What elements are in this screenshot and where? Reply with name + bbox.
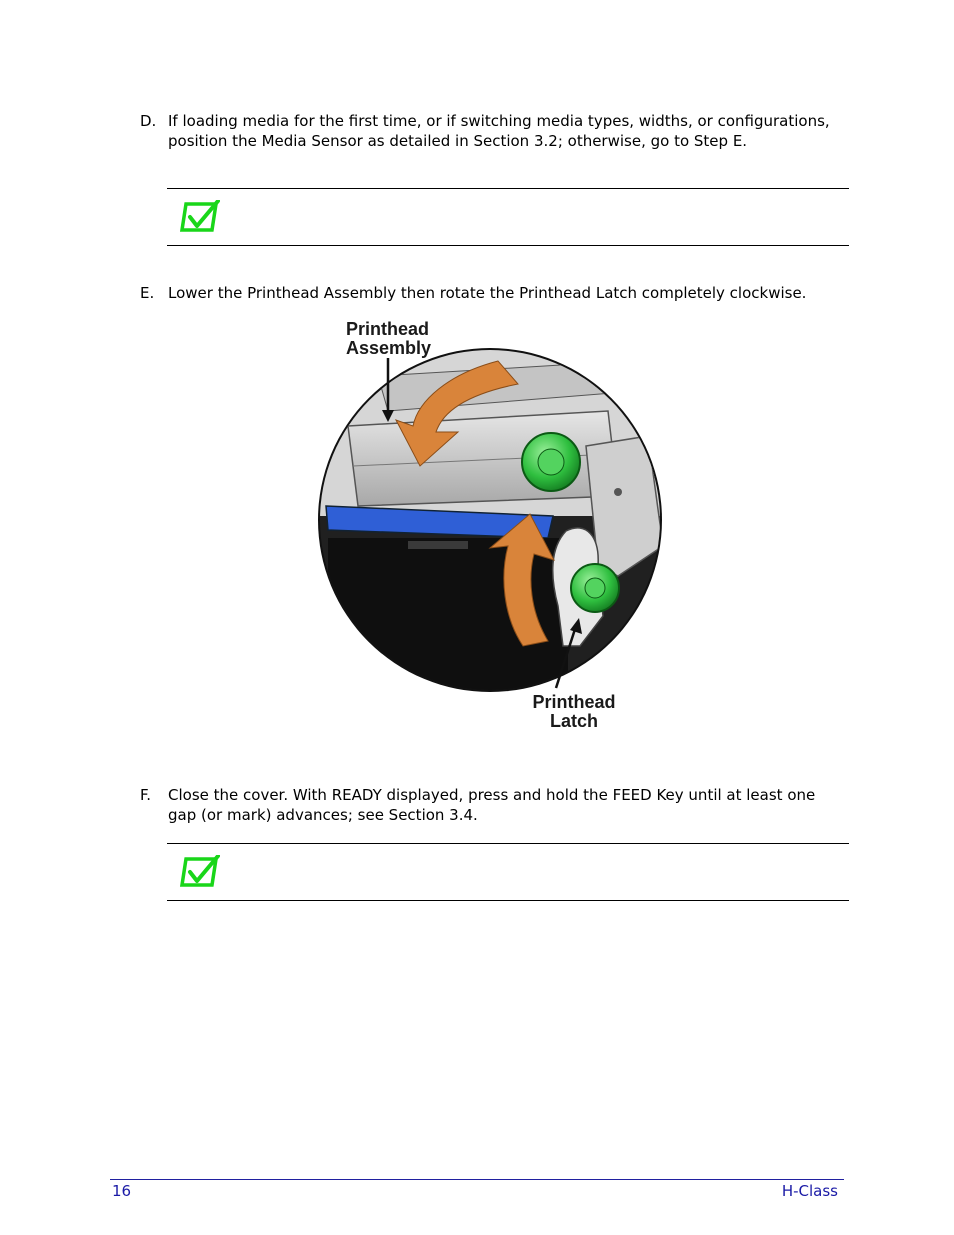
step-f-text: Close the cover. With READY displayed, press and hold the FEED Key until at least one gap (or mark) advances; see Section 3.4.	[168, 786, 816, 824]
label-printhead-assembly-line2: Assembly	[346, 338, 432, 358]
label-printhead-latch-line1: Printhead	[532, 692, 616, 712]
printhead-figure	[318, 316, 670, 734]
step-e-letter: E.	[140, 284, 155, 302]
step-f-letter: F.	[140, 786, 151, 804]
printer-illustration	[318, 316, 670, 734]
step-e	[140, 284, 846, 304]
footer-page-number: 16	[112, 1182, 132, 1200]
step-f	[140, 786, 846, 825]
step-d-text: If loading media for the first time, or if switching media types, widths, or configurations, position the Media Sensor as detailed in Section 3.2; otherwise, go to Step E.	[168, 112, 830, 150]
step-d	[140, 112, 846, 151]
footer-rule	[110, 1179, 844, 1180]
label-printhead-assembly-line1: Printhead	[346, 319, 430, 339]
note-checkbox-icon	[178, 855, 220, 889]
note-box-2	[167, 843, 849, 901]
label-printhead-latch-line2: Latch	[549, 711, 598, 731]
footer-product-name: H-Class	[781, 1182, 838, 1200]
step-d-letter: D.	[140, 112, 157, 130]
step-e-text: Lower the Printhead Assembly then rotate the Printhead Latch completely clockwise.	[168, 284, 807, 302]
note-box-1	[167, 188, 849, 246]
note-checkbox-icon	[178, 200, 220, 234]
